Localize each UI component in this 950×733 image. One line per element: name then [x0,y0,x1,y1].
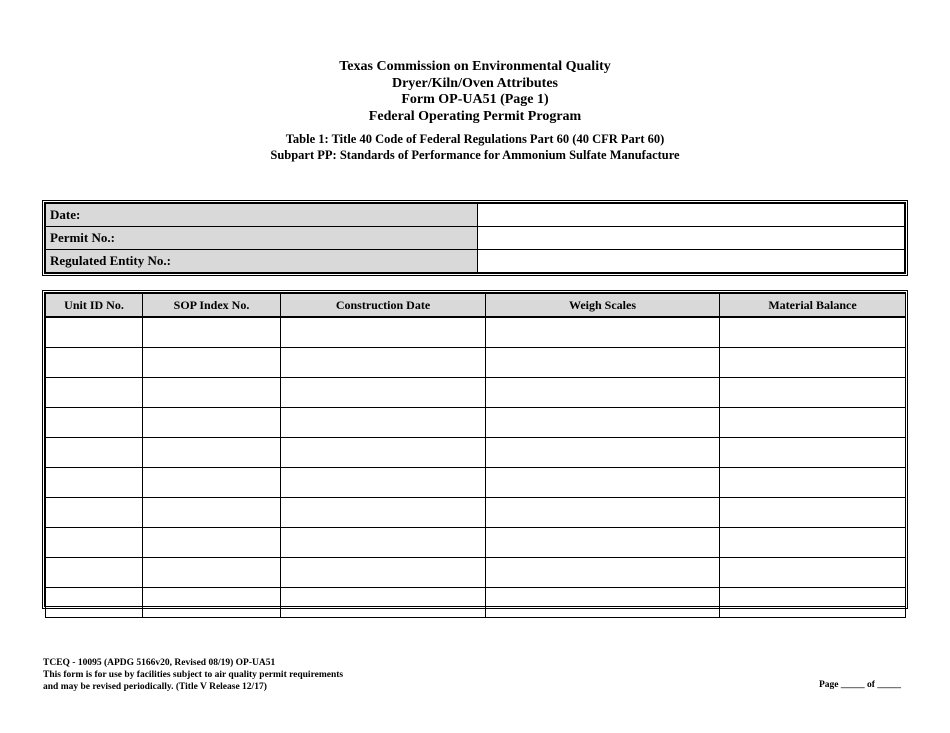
weigh-scales-cell[interactable] [486,558,720,588]
material-balance-cell[interactable] [720,498,906,528]
unit-id-cell[interactable] [46,408,143,438]
table-row [46,588,906,618]
table-row [46,348,906,378]
sop-index-cell[interactable] [143,438,281,468]
sop-index-cell[interactable] [143,588,281,618]
weigh-scales-cell[interactable] [486,408,720,438]
table-row [46,317,906,348]
table-row [46,558,906,588]
entity-field[interactable] [478,250,905,273]
sop-index-cell[interactable] [143,528,281,558]
table-title-line1: Table 1: Title 40 Code of Federal Regulations Part 60 (40 CFR Part 60) [285,132,665,146]
unit-id-cell[interactable] [46,438,143,468]
construction-date-cell[interactable] [281,408,486,438]
weigh-scales-cell[interactable] [486,528,720,558]
unit-id-cell[interactable] [46,348,143,378]
table-row [46,438,906,468]
unit-id-cell[interactable] [46,468,143,498]
construction-date-cell[interactable] [281,378,486,408]
unit-id-cell[interactable] [46,317,143,348]
table-row [46,468,906,498]
sop-index-cell[interactable] [143,317,281,348]
construction-date-cell[interactable] [281,558,486,588]
construction-date-cell[interactable] [281,528,486,558]
sop-index-cell[interactable] [143,348,281,378]
construction-date-cell[interactable] [281,588,486,618]
construction-date-cell[interactable] [281,498,486,528]
weigh-scales-cell[interactable] [486,348,720,378]
form-number: Form OP-UA51 (Page 1) [401,92,549,107]
material-balance-cell[interactable] [720,348,906,378]
unit-id-cell[interactable] [46,588,143,618]
form-subject: Dryer/Kiln/Oven Attributes [391,75,559,91]
unit-id-cell[interactable] [46,528,143,558]
material-balance-cell[interactable] [720,468,906,498]
construction-date-cell[interactable] [281,468,486,498]
program-name: Federal Operating Permit Program [368,108,582,124]
construction-date-cell[interactable] [281,438,486,468]
form-header [0,59,950,125]
sop-index-cell[interactable] [143,408,281,438]
col-sop-index: SOP Index No. [143,294,281,318]
material-balance-cell[interactable] [720,408,906,438]
permit-field[interactable] [478,227,905,250]
weigh-scales-cell[interactable] [486,498,720,528]
col-material-balance: Material Balance [720,294,906,318]
weigh-scales-cell[interactable] [486,588,720,618]
attributes-table [42,290,908,609]
page-number: Page _____ of _____ [818,680,901,690]
footer-form-id: TCEQ - 10095 (APDG 5166v20, Revised 08/19) OP-UA51 [43,658,276,668]
unit-id-cell[interactable] [46,498,143,528]
table-row [46,528,906,558]
sop-index-cell[interactable] [143,558,281,588]
material-balance-cell[interactable] [720,588,906,618]
table-body [46,317,906,618]
footer-notes [43,657,343,693]
material-balance-cell[interactable] [720,317,906,348]
material-balance-cell[interactable] [720,438,906,468]
agency-title: Texas Commission on Environmental Quality [339,59,611,74]
unit-id-cell[interactable] [46,378,143,408]
table-row [46,408,906,438]
col-weigh-scales: Weigh Scales [486,294,720,318]
table-row [46,498,906,528]
footer-usage-note: This form is for use by facilities subject to air quality permit requirements [43,670,344,680]
construction-date-cell[interactable] [281,348,486,378]
construction-date-cell[interactable] [281,317,486,348]
sop-index-cell[interactable] [143,378,281,408]
weigh-scales-cell[interactable] [486,438,720,468]
weigh-scales-cell[interactable] [486,378,720,408]
weigh-scales-cell[interactable] [486,468,720,498]
table-row [46,378,906,408]
footer-revision-note: and may be revised periodically. (Title V Release 12/17) [43,682,267,692]
sop-index-cell[interactable] [143,468,281,498]
col-unit-id: Unit ID No. [46,294,143,318]
sop-index-cell[interactable] [143,498,281,528]
entity-label: Regulated Entity No.: [46,250,478,273]
unit-id-cell[interactable] [46,558,143,588]
col-construction-date: Construction Date [281,294,486,318]
permit-label: Permit No.: [46,227,478,250]
table-title [0,132,950,163]
weigh-scales-cell[interactable] [486,317,720,348]
info-box [42,200,908,276]
material-balance-cell[interactable] [720,558,906,588]
table-title-line2: Subpart PP: Standards of Performance for Ammonium Sulfate Manufacture [270,147,680,162]
date-field[interactable] [478,204,905,227]
material-balance-cell[interactable] [720,528,906,558]
material-balance-cell[interactable] [720,378,906,408]
date-label: Date: [46,204,478,227]
